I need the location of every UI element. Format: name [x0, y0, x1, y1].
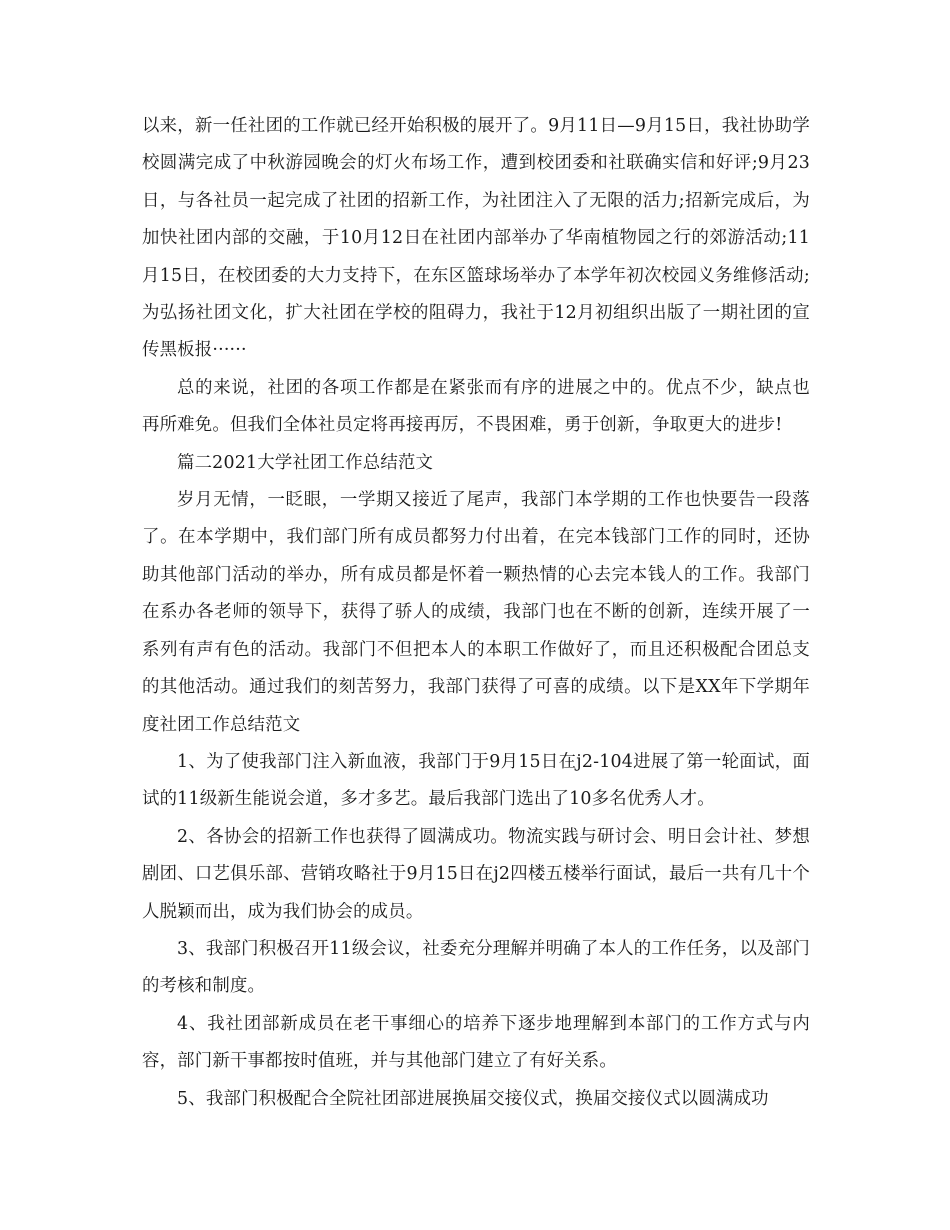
list-item-1: 1、为了使我部门注入新血液，我部门于9月15日在j2-104进展了第一轮面试，面试的11级新生能说会道，多才多艺。最后我部门选出了10多名优秀人才。: [142, 751, 810, 810]
paragraph-intro: 岁月无情，一眨眼，一学期又接近了尾声，我部门本学期的工作也快要告一段落了。在本学期中，我们部门所有成员都努力付出着，在完本钱部门工作的同时，还协助其他部门活动的举办，所有成员都是怀着一颗热情的心去完本钱人的工作。我部门在系办各老师的领导下，获得了骄人的成绩，我部门也在不断的创新，连续开展了一系列有声有色的活动。我部门不但把本人的本职工作做好了，而且还积极配合团总支的其他活动。通过我们的刻苦努力，我部门获得了可喜的成绩。以下是XX年下学期年度社团工作总结范文: [142, 490, 810, 735]
paragraph-continuation: 以来，新一任社团的工作就已经开始积极的展开了。9月11日—9月15日，我社协助学校圆满完成了中秋游园晚会的灯火布场工作，遭到校团委和社联确实信和好评;9月23日，与各社员一起完成了社团的招新工作，为社团注入了无限的活力;招新完成后，为加快社团内部的交融，于10月12日在社团内部举办了华南植物园之行的郊游活动;11月15日，在校团委的大力支持下，在东区篮球场举办了本学年初次校园义务维修活动;为弘扬社团文化，扩大社团在学校的阻碍力，我社于12月初组织出版了一期社团的宣传黑板报······: [142, 116, 810, 361]
list-item-3: 3、我部门积极召开11级会议，社委充分理解并明确了本人的工作任务，以及部门的考核和制度。: [142, 938, 810, 997]
document-body: [142, 108, 810, 1118]
list-item-2: 2、各协会的招新工作也获得了圆满成功。物流实践与研讨会、明日会计社、梦想剧团、口艺俱乐部、营销攻略社于9月15日在j2四楼五楼举行面试，最后一共有几十个人脱颖而出，成为我们协会的成员。: [142, 826, 810, 922]
list-item-5: 5、我部门积极配合全院社团部进展换届交接仪式，换届交接仪式以圆满成功: [177, 1088, 769, 1109]
section-heading: 篇二2021大学社团工作总结范文: [177, 452, 434, 473]
list-item-4: 4、我社团部新成员在老干事细心的培养下逐步地理解到本部门的工作方式与内容，部门新干事都按时值班，并与其他部门建立了有好关系。: [142, 1013, 810, 1072]
paragraph-summary: 总的来说，社团的各项工作都是在紧张而有序的进展之中的。优点不少，缺点也再所难免。但我们全体社员定将再接再厉，不畏困难，勇于创新，争取更大的进步!: [142, 377, 810, 436]
